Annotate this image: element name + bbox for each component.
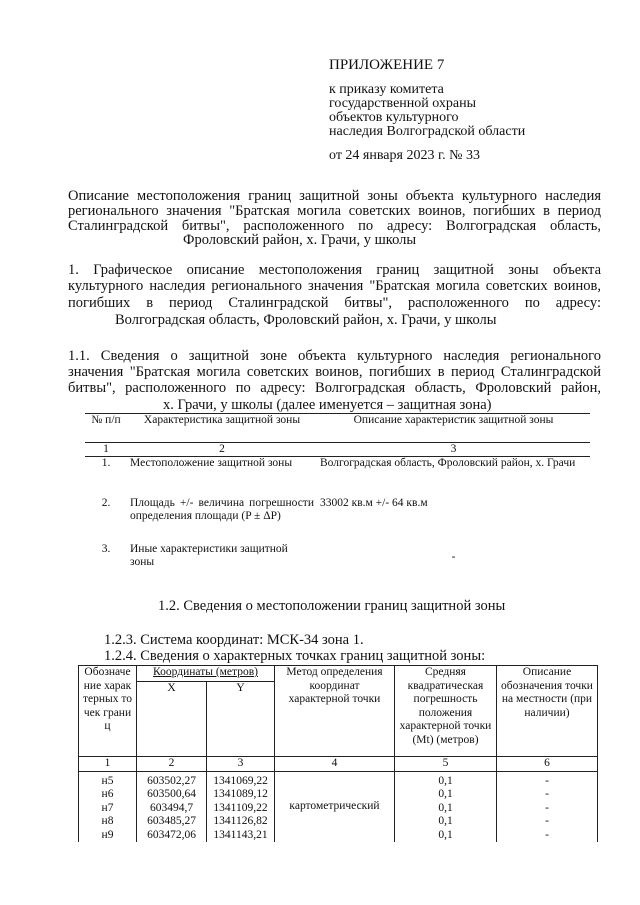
desc-cell: - — [497, 829, 598, 843]
point-cell: н6 — [79, 788, 137, 802]
error-cell: 0,1 — [395, 829, 497, 843]
section12-heading: 1.2. Сведения о местоположении границ защитной зоны — [158, 598, 506, 614]
number-cell: 2 — [127, 443, 317, 457]
header-cell: Характеристика защитной зоны — [127, 414, 317, 443]
section1-line: культурного наследия регионального значения "Братская могила советских воинов, — [68, 278, 601, 294]
header-cell: № п/п — [85, 414, 127, 443]
description-cell: Волгоградская область, Фроловский район, х. Грачи — [317, 457, 590, 498]
appendix-title: ПРИЛОЖЕНИЕ 7 — [329, 57, 445, 73]
table-row — [85, 457, 590, 498]
desc-cell: - — [497, 788, 598, 802]
characteristics-table — [85, 413, 590, 573]
characteristic-cell: Иные характеристики защитной зоны — [130, 543, 288, 568]
method-cell: картометрический — [275, 771, 395, 842]
description-cell: - — [451, 551, 456, 563]
y-cell: 1341126,82 — [207, 815, 275, 829]
description-cell: 33002 кв.м +/- 64 кв.м — [320, 497, 428, 509]
number-cell: 3 — [207, 757, 275, 772]
y-cell: 1341089,12 — [207, 788, 275, 802]
number-cell: 5 — [395, 757, 497, 772]
error-cell: 0,1 — [395, 802, 497, 816]
description-title-line: Сталинградской битвы", расположенного по адресу: Волгоградская область, — [68, 218, 601, 234]
section123-line: 1.2.3. Система координат: МСК-34 зона 1. — [104, 632, 364, 648]
error-cell: 0,1 — [395, 815, 497, 829]
order-date: от 24 января 2023 г. № 33 — [329, 148, 480, 163]
y-header: Y — [207, 682, 275, 757]
header-cell: Описание характеристик защитной зоны — [317, 414, 590, 443]
coords-header: Координаты (метров) — [137, 666, 275, 682]
section124-line: 1.2.4. Сведения о характерных точках границ защитной зоны: — [104, 648, 486, 664]
y-cell: 1341069,22 — [207, 771, 275, 788]
desc-cell: - — [497, 802, 598, 816]
characteristic-cell: Местоположение защитной зоны — [127, 457, 317, 498]
number-cell: 4 — [275, 757, 395, 772]
header-line: наследия Волгоградской области — [329, 124, 526, 139]
point-cell: н7 — [79, 802, 137, 816]
header-line: объектов культурного — [329, 110, 459, 125]
number-cell: 1 — [79, 757, 137, 772]
header-line: к приказу комитета — [329, 82, 444, 97]
header-line: государственной охраны — [329, 96, 477, 111]
x-cell: 603485,27 — [137, 815, 207, 829]
description-title-line: регионального значения "Братская могила советских воинов, погибших в период — [68, 203, 601, 219]
table-header-row — [79, 666, 598, 682]
number-cell: 1 — [85, 443, 127, 457]
desc-cell: - — [497, 815, 598, 829]
error-header: Средняя квадратическая погрешность положения характерной точки (Mt) (метров) — [395, 666, 497, 757]
section11-line: битвы", расположенного по адресу: Волгоградская область, Фроловский район, — [68, 380, 601, 396]
table-row — [79, 771, 598, 788]
row-number: 3. — [101, 543, 111, 555]
desc-header: Описание обозначения точки на местности (при наличии) — [497, 666, 598, 757]
method-header: Метод определения координат характерной точки — [275, 666, 395, 757]
point-cell: н9 — [79, 829, 137, 843]
section11-line: х. Грачи, у школы (далее именуется – защитная зона) — [163, 397, 492, 413]
section1-line: 1. Графическое описание местоположения границ защитной зоны объекта — [68, 262, 601, 278]
x-cell: 603472,06 — [137, 829, 207, 843]
desc-cell: - — [497, 771, 598, 788]
table-number-row — [85, 443, 590, 457]
point-header: Обозначение характерных точек границ — [79, 666, 137, 757]
table-row — [85, 497, 590, 543]
number-cell: 3 — [317, 443, 590, 457]
point-cell: н8 — [79, 815, 137, 829]
row-number: 1. — [101, 457, 111, 469]
x-cell: 603494,7 — [137, 802, 207, 816]
row-number: 2. — [101, 497, 111, 509]
number-cell: 6 — [497, 757, 598, 772]
section1-line: Волгоградская область, Фроловский район, х. Грачи, у школы — [115, 312, 497, 328]
table-header-row — [85, 414, 590, 443]
description-title-line: Фроловский район, х. Грачи, у школы — [183, 232, 417, 248]
table-row — [85, 543, 590, 573]
points-table — [78, 665, 598, 842]
x-cell: 603500,64 — [137, 788, 207, 802]
error-cell: 0,1 — [395, 771, 497, 788]
x-header: X — [137, 682, 207, 757]
x-cell: 603502,27 — [137, 771, 207, 788]
point-cell: н5 — [79, 771, 137, 788]
y-cell: 1341143,21 — [207, 829, 275, 843]
characteristic-cell: Площадь +/- величина погрешности определения площади (P ± ΔP) — [130, 497, 314, 522]
section1-line: погибших в период Сталинградской битвы", расположенного по адресу: — [68, 295, 601, 311]
error-cell: 0,1 — [395, 788, 497, 802]
number-cell: 2 — [137, 757, 207, 772]
y-cell: 1341109,22 — [207, 802, 275, 816]
description-title-line: Описание местоположения границ защитной зоны объекта культурного наследия — [68, 188, 601, 204]
section11-line: значения "Братская могила советских воинов, погибших в период Сталинградской — [68, 364, 601, 380]
table-number-row — [79, 757, 598, 772]
section11-line: 1.1. Сведения о защитной зоне объекта культурного наследия регионального — [68, 348, 601, 364]
